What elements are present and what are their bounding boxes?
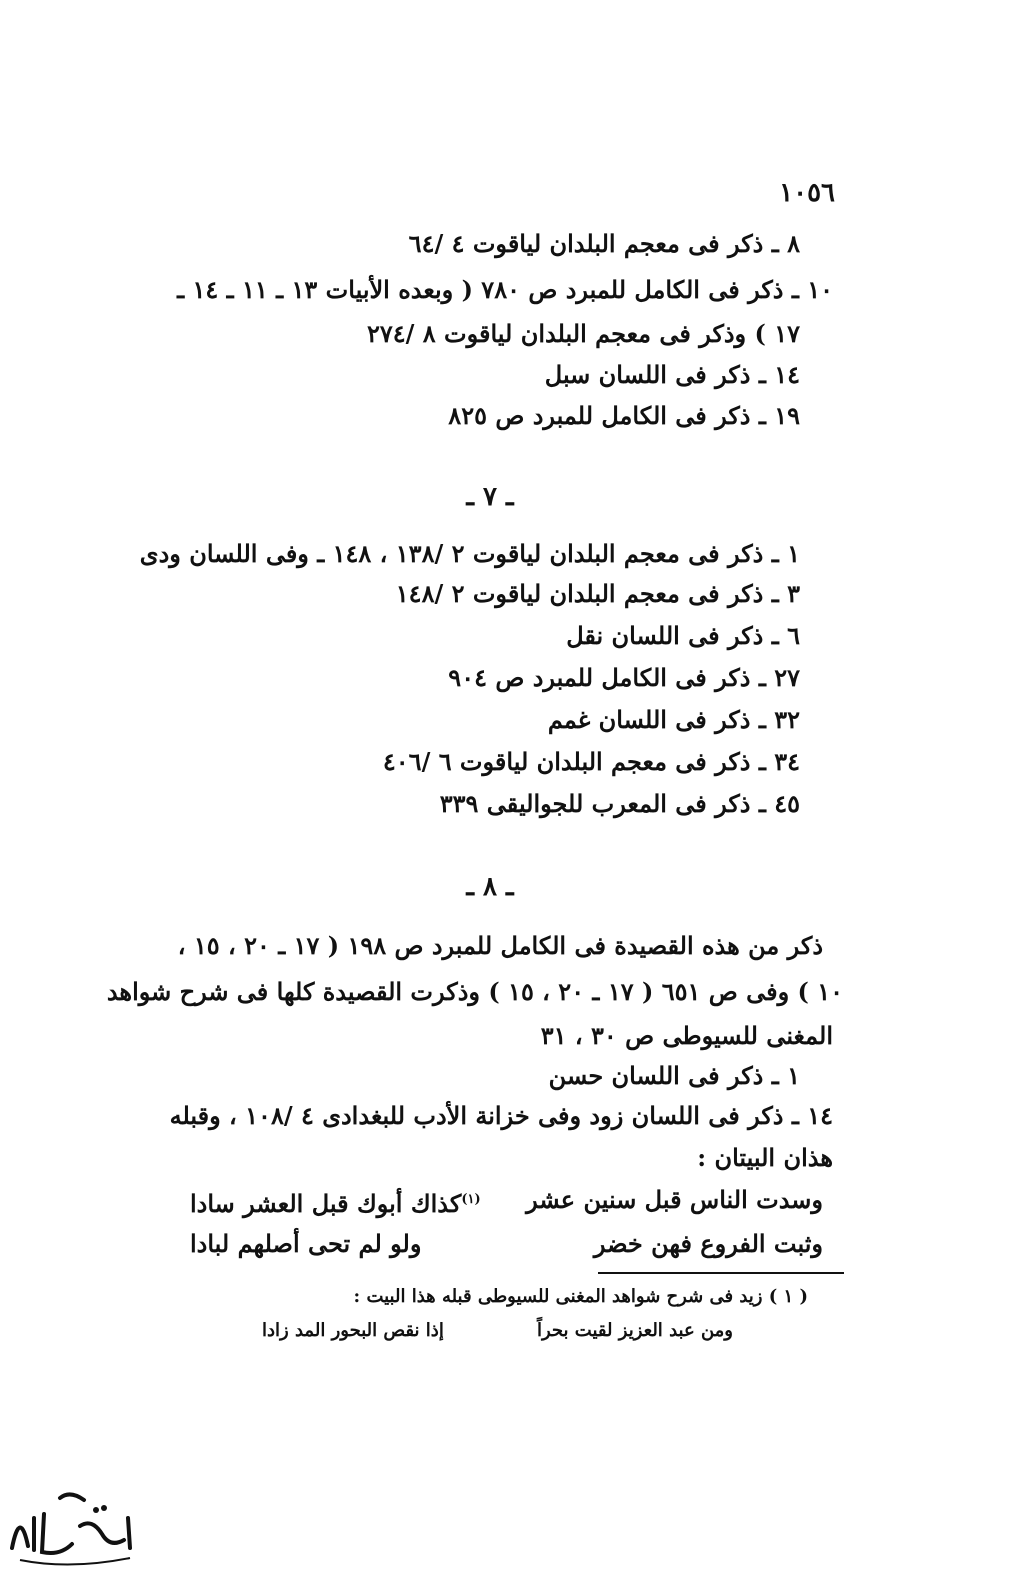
verse-hemistich-second	[190, 1182, 481, 1222]
page-number: ١٠٥٦	[779, 178, 835, 208]
note-line: ١ ـ ذكر فى معجم البلدان لياقوت ٢ /١٣٨ ، ١٤٨ ـ وفى اللسان ودى	[139, 539, 800, 568]
footnote-marker: (١)	[461, 1192, 481, 1207]
section-header: ـ ٧ ـ	[466, 482, 514, 512]
footnote-verse-first: ومن عبد العزيز لقيت بحراً	[536, 1320, 733, 1341]
paragraph-line: ١٤ ـ ذكر فى اللسان زود وفى خزانة الأدب للبغدادى ٤ /١٠٨ ، وقبله	[169, 1101, 833, 1130]
note-line: ١٧ ) وذكر فى معجم البلدان لياقوت ٨ /٢٧٤	[366, 319, 800, 348]
note-line: ٢٧ ـ ذكر فى الكامل للمبرد ص ٩٠٤	[448, 663, 800, 692]
note-line: ١ ـ ذكر فى اللسان حسن	[548, 1061, 800, 1090]
footnote-divider	[598, 1272, 844, 1274]
calligraphy-logo-icon	[0, 1478, 150, 1578]
note-line: ١٩ ـ ذكر فى الكامل للمبرد ص ٨٢٥	[448, 401, 800, 430]
note-line: ٤٥ ـ ذكر فى المعرب للجواليقى ٣٣٩	[439, 789, 800, 818]
paragraph-line: المغنى للسيوطى ص ٣٠ ، ٣١	[540, 1021, 833, 1050]
verse-hemistich-second: ولو لم تحى أصلهم لبادا	[190, 1229, 422, 1258]
section-header: ـ ٨ ـ	[466, 872, 514, 902]
paragraph-line: هذان البيتان :	[697, 1143, 833, 1172]
note-line: ١٤ ـ ذكر فى اللسان سبل	[544, 360, 800, 389]
footnote-verse-second: إذا نقص البحور المد زادا	[262, 1320, 444, 1341]
note-line: ٦ ـ ذكر فى اللسان نقل	[566, 621, 800, 650]
verse-hemistich-first: وسدت الناس قبل سنين عشر	[526, 1185, 823, 1214]
verse-text: كذاك أبوك قبل العشر سادا	[190, 1189, 462, 1218]
note-line: ١٠ ـ ذكر فى الكامل للمبرد ص ٧٨٠ ( وبعده الأبيات ١٣ ـ ١١ ـ ١٤ ـ	[177, 275, 833, 304]
footnote-text: ( ١ ) زيد فى شرح شواهد المغنى للسيوطى قبله هذا البيت :	[353, 1286, 808, 1307]
note-line: ٨ ـ ذكر فى معجم البلدان لياقوت ٤ /٦٤	[408, 229, 800, 258]
paragraph-line: ١٠ ) وفى ص ٦٥١ ( ١٧ ـ ٢٠ ، ١٥ ) وذكرت القصيدة كلها فى شرح شواهد	[106, 977, 843, 1006]
note-line: ٣ ـ ذكر فى معجم البلدان لياقوت ٢ /١٤٨	[395, 579, 800, 608]
note-line: ٣٤ ـ ذكر فى معجم البلدان لياقوت ٦ /٤٠٦	[382, 747, 800, 776]
note-line: ٣٢ ـ ذكر فى اللسان غمم	[547, 705, 800, 734]
verse-hemistich-first: وثبت الفروع فهن خضر	[593, 1229, 823, 1258]
paragraph-line: ذكر من هذه القصيدة فى الكامل للمبرد ص ١٩٨ ( ١٧ ـ ٢٠ ، ١٥ ،	[177, 931, 823, 960]
